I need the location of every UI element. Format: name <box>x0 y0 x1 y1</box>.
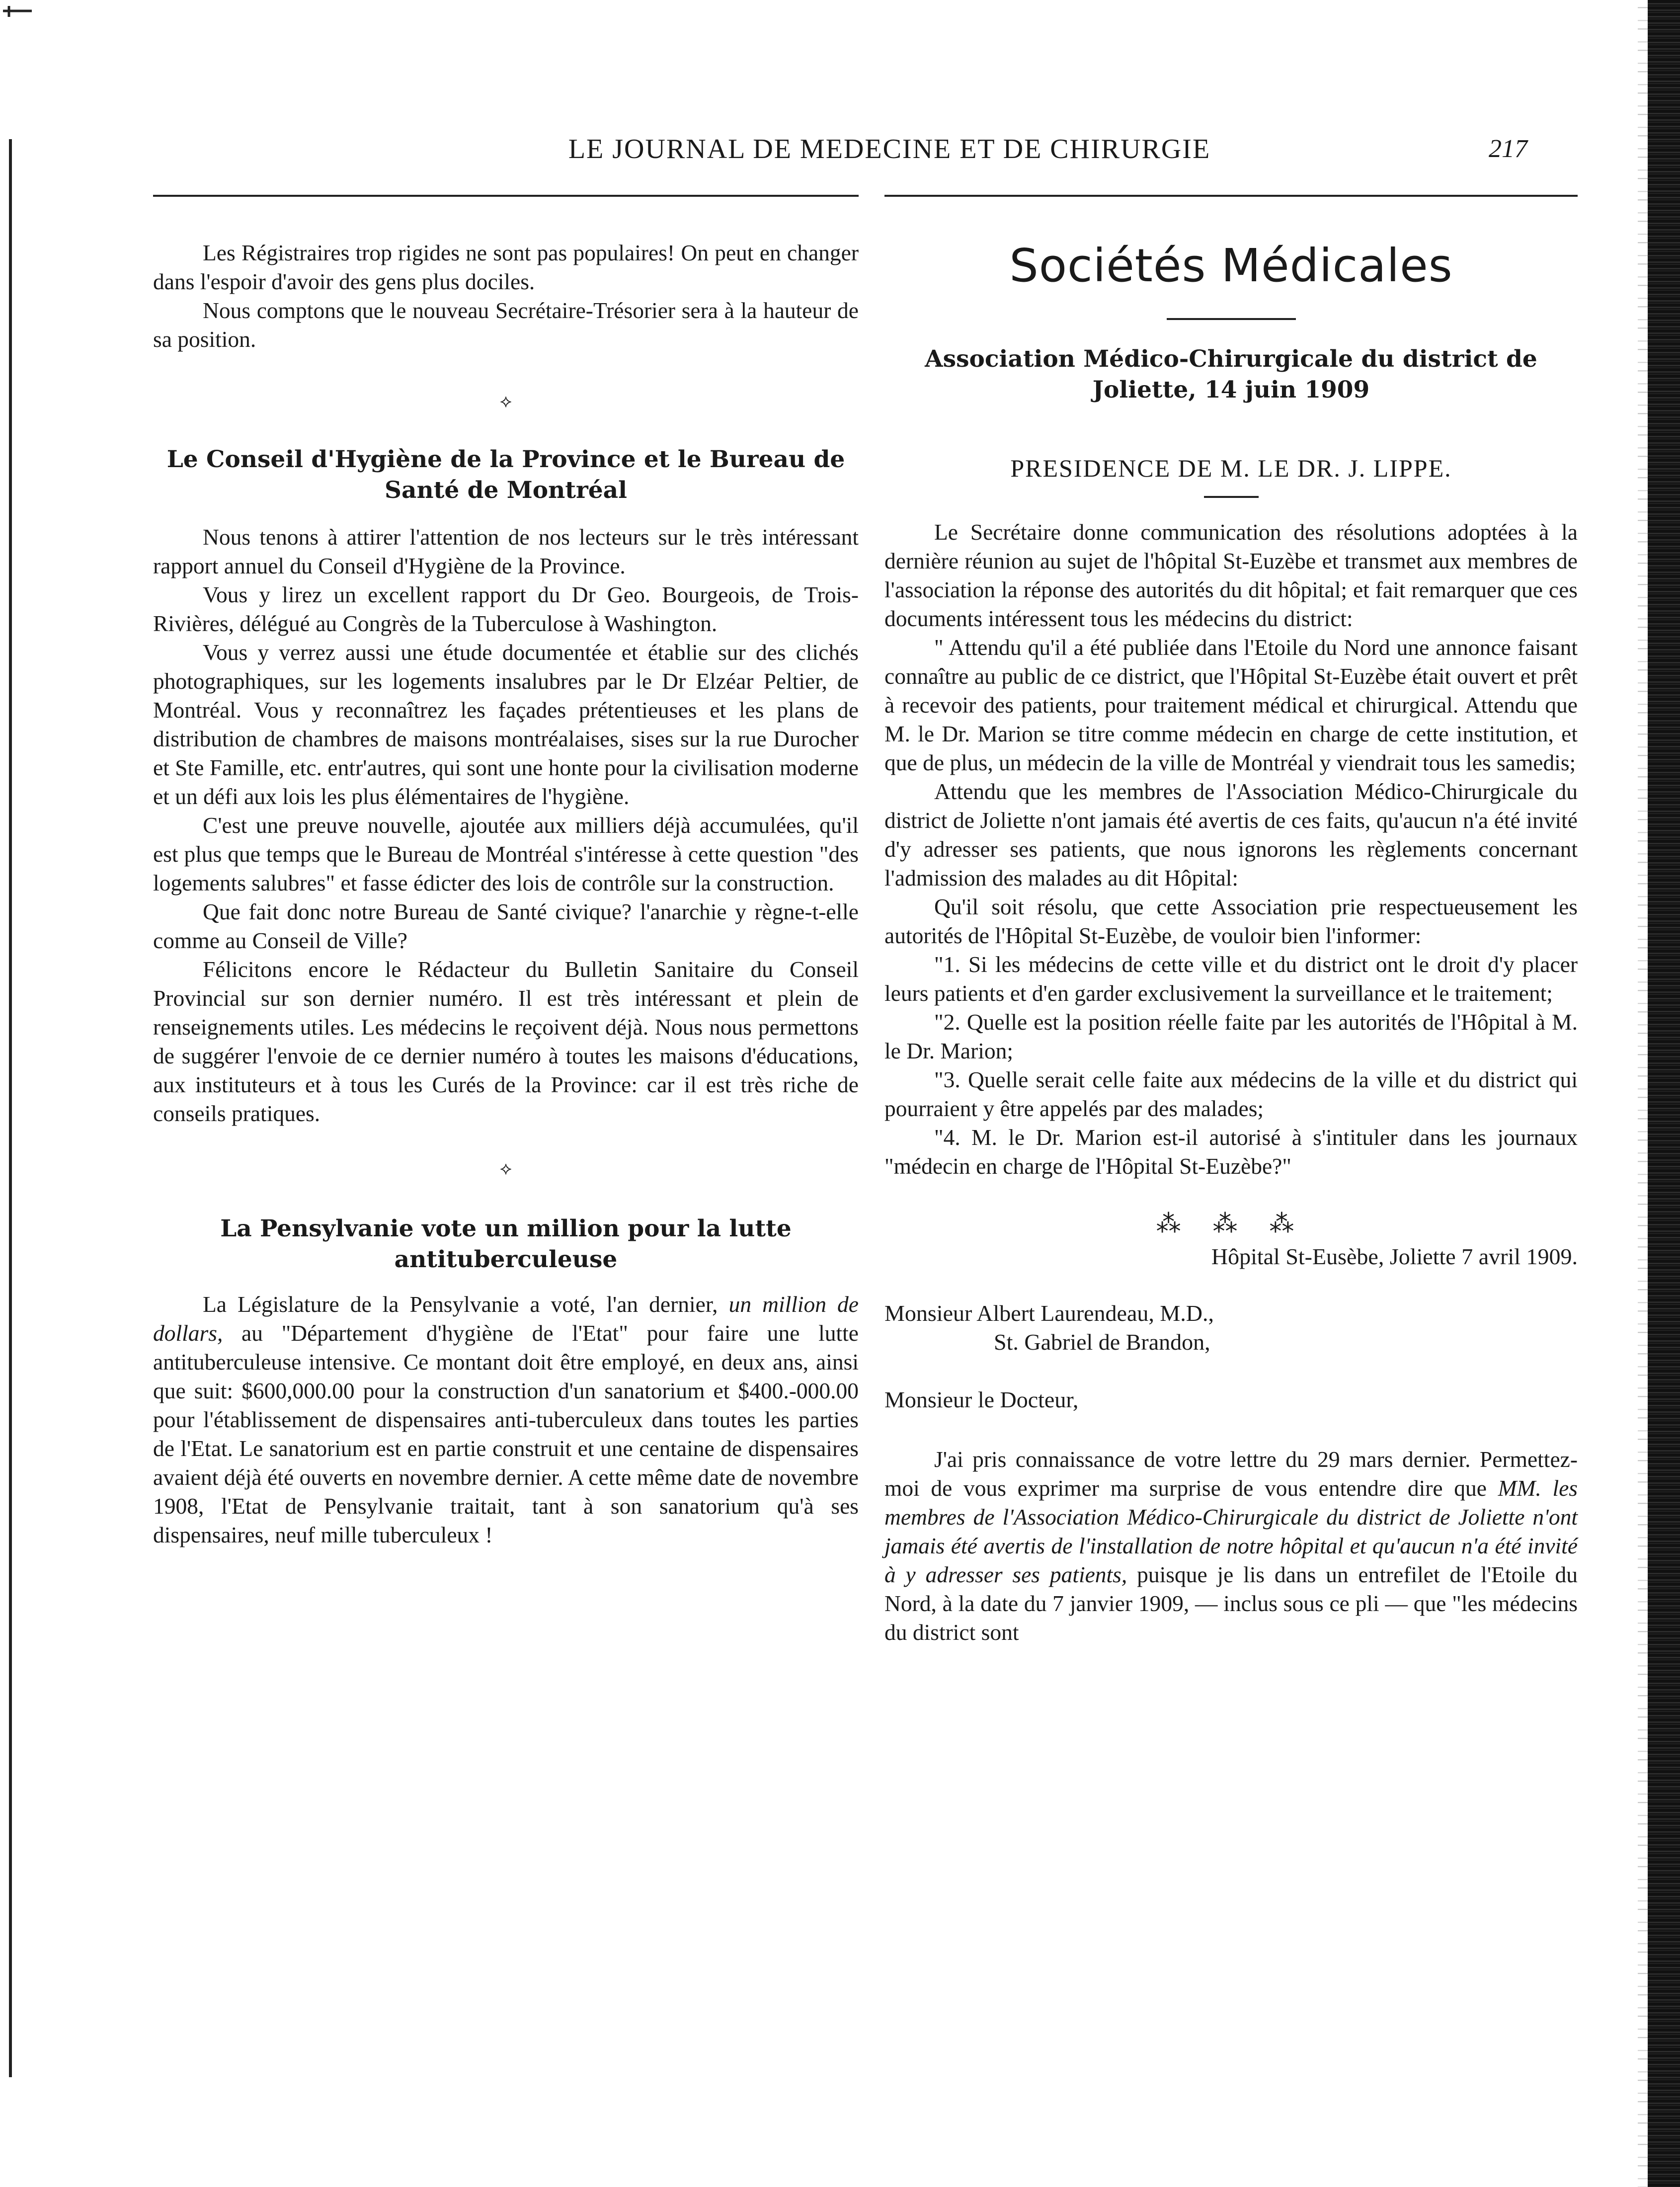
letter-dateline: Hôpital St-Eusèbe, Joliette 7 avril 1909. <box>1211 1244 1578 1269</box>
article-paragraph: Vous y lirez un excellent rapport du Dr Geo. Bourgeois, de Trois-Rivières, délégué au Congrès de la Tuberculose à Washington. <box>153 582 859 636</box>
page-header <box>189 130 1540 170</box>
ornament: ⟡ <box>500 1158 512 1179</box>
resolution-item: "4. M. le Dr. Marion est-il autorisé à s'intituler dans les journaux "médecin en charge de l'Hôpital St-Euzèbe?" <box>884 1125 1578 1179</box>
article-title: La Pensylvanie vote un million pour la lutte antituberculeuse <box>220 1215 792 1273</box>
resolution-item: "2. Quelle est la position réelle faite par les autorités de l'Hôpital à M. le Dr. Marion; <box>884 1009 1578 1063</box>
letter-addressee-place: St. Gabriel de Brandon, <box>994 1329 1210 1355</box>
presidence-line: PRESIDENCE DE M. LE DR. J. LIPPE. <box>1010 454 1452 482</box>
letter-emphasis: MM. les membres de l'Association Médico-Chirurgicale du district de Joliette n'ont jamais été avertis de l'installation de notre hôpital et qu'aucun n'a été invité à y adresser ses patients, <box>884 1475 1578 1587</box>
article-paragraph: Que fait donc notre Bureau de Santé civique? l'anarchie y règne-t-elle comme au Conseil de Ville? <box>153 899 859 953</box>
minutes-paragraph: " Attendu qu'il a été publiée dans l'Etoile du Nord une annonce faisant connaître au public de ce district, que l'Hôpital St-Euzèbe était ouvert et prêt à recevoir des patients, pour traitement médical et chirurgical. Attendu que M. le Dr. Marion se titre comme médecin en charge de cette institution, et que de plus, un médecin de la ville de Montréal y viendrait tous les samedis; <box>884 635 1578 775</box>
letter-text: puisque je lis dans un entrefilet de l'Etoile du Nord, à la date du 7 janvier 1909, — inclus sous ce pli — que "les médecins du district sont <box>884 1562 1578 1645</box>
article-paragraph: Vous y verrez aussi une étude documentée et établie sur des clichés photographiques, sur les logements insalubres par le Dr Elzéar Peltier, de Montréal. Vous y reconnaîtrez les façades prétentieuses et les plans de distribution de chambres de maisons montréalaises, sises sur la rue Durocher et Ste Famille, etc. entr'autres, qui sont une honte pour la civilisation moderne et un défi aux lois les plus élémentaires de l'hygiène. <box>153 640 859 809</box>
intro-paragraph: Nous comptons que le nouveau Secrétaire-Trésorier sera à la hauteur de sa position. <box>153 298 859 352</box>
article-emphasis: un million de dollars, <box>153 1292 859 1346</box>
right-column <box>884 239 1578 1647</box>
resolution-item: "3. Quelle serait celle faite aux médecins de la ville et du district qui pourraient y être appelés par des malades; <box>884 1067 1578 1121</box>
article-title: Le Conseil d'Hygiène de la Province et le Bureau de Santé de Montréal <box>166 446 845 504</box>
resolution-item: "1. Si les médecins de cette ville et du district ont le droit d'y placer leurs patients et d'en garder exclusivement la surveillance et le traitement; <box>884 952 1578 1006</box>
scan-corner-mark <box>2 2 37 22</box>
letter-addressee-name: Monsieur Albert Laurendeau, M.D., <box>884 1300 1214 1326</box>
asterism-divider: ⁂ ⁂ ⁂ <box>1156 1209 1306 1238</box>
letter-salutation: Monsieur le Docteur, <box>884 1387 1079 1412</box>
scan-left-edge <box>9 139 12 2077</box>
page-number: 217 <box>1489 135 1527 163</box>
article-text: au "Département d'hygiène de l'Etat" pour faire une lutte antituberculeuse intensive. Ce montant doit être employé, en deux ans, ainsi que suit: $600,000.00 pour la construction d'un sanatorium et $400.-000.00 pour l'établissement de dispensaires anti-tuberculeux dans toutes les parties de l'Etat. Le sanatorium est en partie construit et une centaine de dispensaires avaient déjà été ouverts en novembre dernier. A cette même date de novembre 1908, l'Etat de Pensylvanie traitait, tant à son sanatorium qu'à ses dispensaires, neuf mille tuberculeux ! <box>153 1320 859 1547</box>
article-paragraph <box>153 1290 859 1549</box>
minutes-paragraph: Le Secrétaire donne communication des résolutions adoptées à la dernière réunion au sujet de l'hôpital St-Euzèbe et transmet aux membres de l'association la réponse des autorités du dit hôpital; et fait remarquer que ces documents intéressent tous les médecins du district: <box>884 519 1578 631</box>
minutes-paragraph: Qu'il soit résolu, que cette Association prie respectueusement les autorités de l'Hôpital St-Euzèbe, de vouloir bien l'informer: <box>884 894 1578 948</box>
running-title: LE JOURNAL DE MEDECINE ET DE CHIRURGIE <box>568 134 1211 164</box>
article-paragraph: Nous tenons à attirer l'attention de nos lecteurs sur le très intéressant rapport annuel du Conseil d'Hygiène de la Province. <box>153 524 859 578</box>
scan-right-edge <box>1648 0 1680 2187</box>
minutes-paragraph: Attendu que les membres de l'Association Médico-Chirurgicale du district de Joliette n'ont jamais été avertis de ces faits, qu'aucun n'a été invité d'y adresser ses patients, que nous ignorons les règlements concernant l'admission des malades au dit Hôpital: <box>884 779 1578 891</box>
article-text: La Législature de la Pensylvanie a voté, l'an dernier, <box>203 1292 729 1317</box>
letter-text: J'ai pris connaissance de votre lettre du 29 mars dernier. Permettez-moi de vous exprimer ma surprise de vous entendre dire que <box>884 1447 1578 1501</box>
article-paragraph: C'est une preuve nouvelle, ajoutée aux milliers déjà accumulées, qu'il est plus que temps que le Bureau de Montréal s'intéresse à cette question "des logements salubres" et fasse édicter des lois de contrôle sur la construction. <box>153 812 859 895</box>
scan-binding-shadow <box>1638 0 1648 2187</box>
article-paragraph: Félicitons encore le Rédacteur du Bulletin Sanitaire du Conseil Provincial sur son dernier numéro. Il est très intéressant et plein de renseignements utiles. Les médecins le reçoivent déjà. Nous nous permettons de suggérer l'envoie de ce dernier numéro à toutes les maisons d'éducations, aux instituteurs et à tous les Curés de la Province: car il est très riche de conseils pratiques. <box>153 957 859 1126</box>
section-title: Sociétés Médicales <box>1009 239 1453 292</box>
left-column <box>153 239 859 1549</box>
intro-paragraph: Les Régistraires trop rigides ne sont pas populaires! On peut en changer dans l'espoir d'avoir des gens plus dociles. <box>153 240 859 294</box>
header-rule-right <box>884 195 1578 197</box>
letter-paragraph <box>884 1445 1578 1647</box>
ornament: ⟡ <box>500 391 512 411</box>
association-title: Association Médico-Chirurgicale du district de Joliette, 14 juin 1909 <box>925 345 1537 404</box>
header-rule-left <box>153 195 859 197</box>
